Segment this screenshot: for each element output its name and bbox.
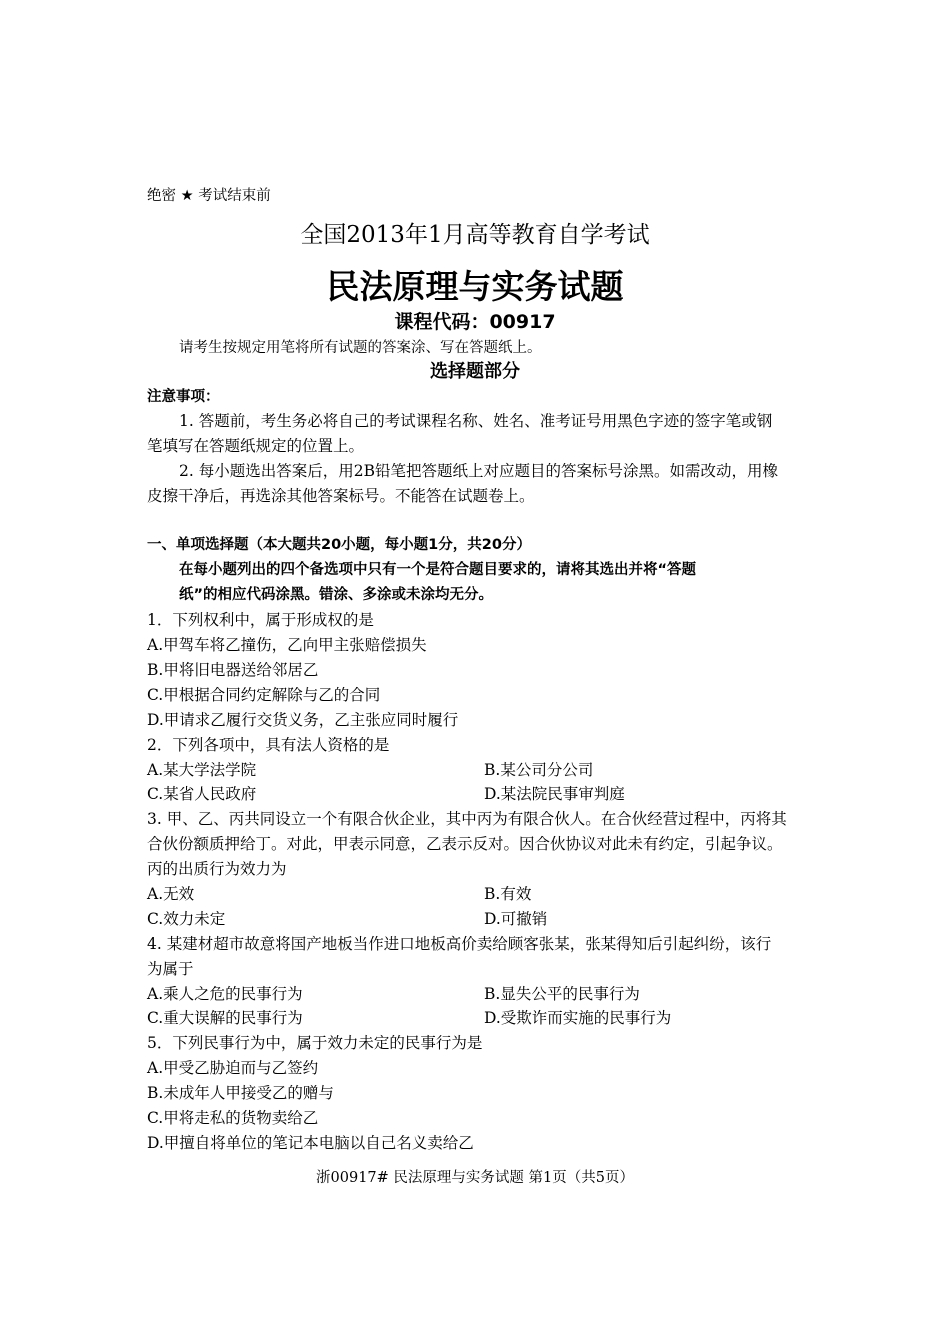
note-1-line-2: 笔填写在答题纸规定的位置上。 [147, 437, 365, 455]
answer-instruction: 请考生按规定用笔将所有试题的答案涂、写在答题纸上。 [179, 340, 542, 356]
question-2-option-d: D.某法院民事审判庭 [484, 785, 625, 803]
question-4-option-c: C.重大误解的民事行为 [147, 1009, 303, 1027]
notes-heading: 注意事项： [147, 389, 220, 405]
question-5-option-d: D.甲擅自将单位的笔记本电脑以自己名义卖给乙 [147, 1134, 474, 1152]
part-1-desc-line-2: 纸”的相应代码涂黑。错涂、多涂或未涂均无分。 [179, 587, 494, 603]
paper-title: 民法原理与实务试题 [326, 267, 624, 306]
question-5-stem: 5．下列民事行为中，属于效力未定的民事行为是 [147, 1034, 483, 1052]
question-3-option-a: A.无效 [147, 885, 195, 903]
question-3-option-c: C.效力未定 [147, 910, 226, 928]
page-footer: 浙00917# 民法原理与实务试题 第1页（共5页） [316, 1170, 634, 1186]
question-3-option-b: B.有效 [484, 885, 532, 903]
confidential-label: 绝密 ★ 考试结束前 [147, 188, 271, 204]
question-4-option-a: A.乘人之危的民事行为 [147, 985, 303, 1003]
note-1-line-1: 1. 答题前，考生务必将自己的考试课程名称、姓名、准考证号用黑色字迹的签字笔或钢 [179, 412, 773, 430]
question-1-option-b: B.甲将旧电器送给邻居乙 [147, 661, 319, 679]
question-5-option-a: A.甲受乙胁迫而与乙签约 [147, 1059, 319, 1077]
question-2-option-b: B.某公司分公司 [484, 761, 594, 779]
exam-name: 全国2013年1月高等教育自学考试 [300, 222, 650, 248]
part-1-heading: 一、单项选择题（本大题共20小题，每小题1分，共20分） [147, 537, 531, 553]
question-2-option-a: A.某大学法学院 [147, 761, 257, 779]
question-3-stem-line-2: 合伙份额质押给丁。对此，甲表示同意，乙表示反对。因合伙协议对此未有约定，引起争议。 [147, 835, 783, 853]
question-1-option-c: C.甲根据合同约定解除与乙的合同 [147, 686, 381, 704]
question-2-stem: 2．下列各项中，具有法人资格的是 [147, 736, 390, 754]
question-3-stem-line-1: 3. 甲、乙、丙共同设立一个有限合伙企业，其中丙为有限合伙人。在合伙经营过程中，丙将其 [147, 810, 787, 828]
question-1-option-d: D.甲请求乙履行交货义务，乙主张应同时履行 [147, 711, 459, 729]
question-1-option-a: A.甲驾车将乙撞伤，乙向甲主张赔偿损失 [147, 636, 427, 654]
question-1-stem: 1．下列权利中，属于形成权的是 [147, 611, 374, 629]
question-4-stem-line-1: 4. 某建材超市故意将国产地板当作进口地板高价卖给顾客张某，张某得知后引起纠纷，该行 [147, 935, 772, 953]
question-4-option-b: B.显失公平的民事行为 [484, 985, 640, 1003]
question-5-option-b: B.未成年人甲接受乙的赠与 [147, 1084, 334, 1102]
course-code: 课程代码：00917 [394, 311, 556, 333]
question-5-option-c: C.甲将走私的货物卖给乙 [147, 1109, 319, 1127]
part-1-desc-line-1: 在每小题列出的四个备选项中只有一个是符合题目要求的，请将其选出并将“答题 [179, 562, 697, 578]
question-2-option-c: C.某省人民政府 [147, 785, 257, 803]
question-4-option-d: D.受欺诈而实施的民事行为 [484, 1009, 672, 1027]
section-title: 选择题部分 [430, 361, 520, 382]
question-3-option-d: D.可撤销 [484, 910, 548, 928]
note-2-line-2: 皮擦干净后，再选涂其他答案标号。不能答在试题卷上。 [147, 487, 535, 505]
question-4-stem-line-2: 为属于 [147, 960, 194, 978]
question-3-stem-line-3: 丙的出质行为效力为 [147, 860, 287, 878]
note-2-line-1: 2. 每小题选出答案后，用2B铅笔把答题纸上对应题目的答案标号涂黑。如需改动，用橡 [179, 462, 778, 480]
